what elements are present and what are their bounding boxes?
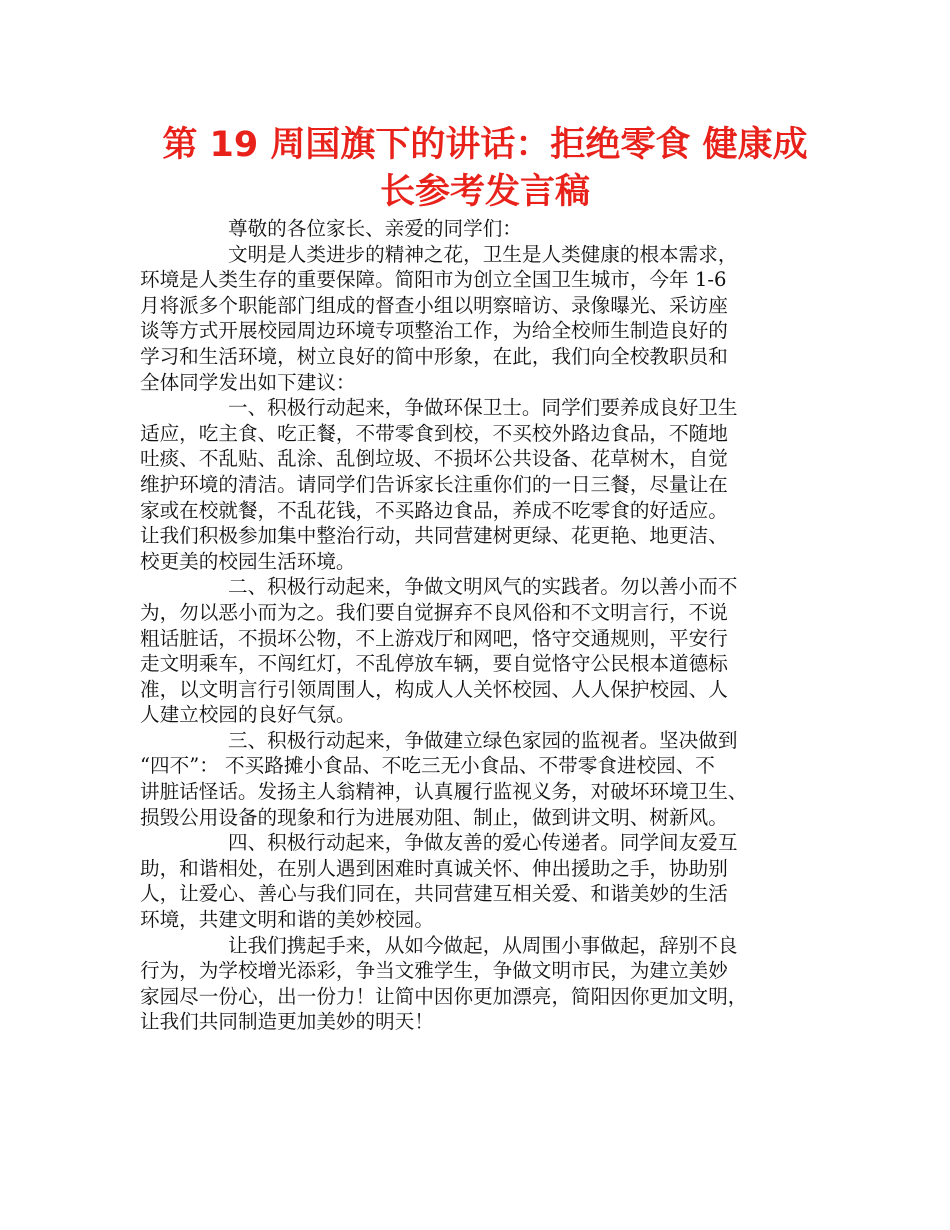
paragraph-line: 环境是人类生存的重要保障。简阳市为创立全国卫生城市，今年 1-6 (140, 268, 727, 292)
paragraph-line: 粗话脏话，不损坏公物，不上游戏厅和网吧，恪守交通规则，平安行 (140, 626, 728, 650)
paragraph (140, 728, 830, 830)
paragraph-line: 家或在校就餐，不乱花钱，不买路边食品，养成不吃零食的好适应。 (140, 498, 728, 522)
paragraph-line: 让我们携起手来，从如今做起，从周围小事做起，辞别不良 (228, 933, 738, 957)
document-body (140, 216, 830, 1035)
paragraph-line: 尊敬的各位家长、亲爱的同学们： (228, 217, 522, 240)
paragraph-line: 文明是人类进步的精神之花，卫生是人类健康的根本需求， (228, 242, 738, 266)
paragraph-line: 走文明乘车，不闯红灯，不乱停放车辆，要自觉恪守公民根本道德标 (140, 652, 728, 676)
paragraph-line: 损毁公用设备的现象和行为进展劝阻、制止，做到讲文明、树新风。 (140, 805, 728, 829)
paragraph-line: 三、积极行动起来，争做建立绿色家园的监视者。坚决做到 (228, 728, 738, 752)
paragraph-line: 讲脏话怪话。发扬主人翁精神，认真履行监视义务，对破坏环境卫生、 (140, 780, 748, 804)
paragraph (140, 242, 830, 396)
title-line-1: 第 19 周国旗下的讲话：拒绝零食 健康成 (162, 125, 808, 165)
paragraph-line: 学习和生活环境，树立良好的简中形象，在此，我们向全校教职员和 (140, 344, 728, 368)
paragraph (140, 574, 830, 728)
paragraph-line: 二、积极行动起来，争做文明风气的实践者。勿以善小而不 (228, 575, 738, 599)
paragraph-line: 月将派多个职能部门组成的督查小组以明察暗访、录像曝光、采访座 (140, 293, 728, 317)
paragraph-line: 为，勿以恶小而为之。我们要自觉摒弃不良风俗和不文明言行，不说 (140, 600, 728, 624)
document-title (140, 122, 830, 216)
paragraph-line: 四、积极行动起来，争做友善的爱心传递者。同学间友爱互 (228, 831, 738, 855)
title-line-2: 长参考发言稿 (379, 172, 590, 212)
paragraph-line: 家园尽一份心，出一份力！让简中因你更加漂亮，简阳因你更加文明， (140, 984, 748, 1008)
paragraph-line: 准，以文明言行引领周围人，构成人人关怀校园、人人保护校园、人 (140, 677, 728, 701)
paragraph-line: 谈等方式开展校园周边环境专项整治工作，为给全校师生制造良好的 (140, 319, 728, 343)
paragraph-line: 环境，共建文明和谐的美妙校园。 (140, 908, 434, 932)
paragraph-line: 让我们积极参加集中整治行动，共同营建树更绿、花更艳、地更洁、 (140, 524, 728, 548)
paragraph-line: 适应，吃主食、吃正餐，不带零食到校，不买校外路边食品，不随地 (140, 421, 728, 445)
paragraph-line: 人建立校园的良好气氛。 (140, 703, 356, 727)
paragraph (140, 933, 830, 1035)
paragraph-line: 维护环境的清洁。请同学们告诉家长注重你们的一日三餐，尽量让在 (140, 472, 728, 496)
paragraph (140, 216, 830, 242)
paragraph (140, 395, 830, 574)
paragraph-line: 校更美的校园生活环境。 (140, 549, 356, 573)
paragraph-line: 让我们共同制造更加美妙的明天！ (140, 1010, 434, 1034)
paragraph-line: 行为，为学校增光添彩，争当文雅学生，争做文明市民，为建立美妙 (140, 959, 728, 983)
paragraph (140, 830, 830, 932)
paragraph-line: 吐痰、不乱贴、乱涂、乱倒垃圾、不损坏公共设备、花草树木，自觉 (140, 447, 728, 471)
paragraph-line: 人，让爱心、善心与我们同在，共同营建互相关爱、和谐美妙的生活 (140, 882, 728, 906)
paragraph-line: 助，和谐相处，在别人遇到困难时真诚关怀、伸出援助之手，协助别 (140, 856, 728, 880)
paragraph-line: “四不”： 不买路摊小食品、不吃三无小食品、不带零食进校园、不 (140, 754, 715, 778)
paragraph-line: 全体同学发出如下建议： (140, 370, 356, 394)
paragraph-line: 一、积极行动起来，争做环保卫士。同学们要养成良好卫生 (228, 396, 738, 420)
